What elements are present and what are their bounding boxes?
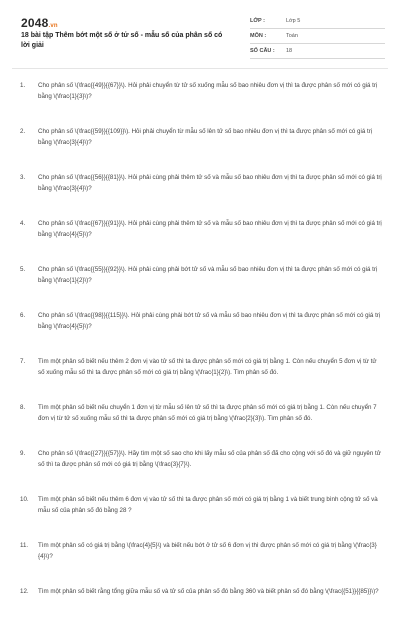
question-number: 10.	[20, 496, 29, 503]
page-header	[0, 0, 400, 68]
meta-table	[250, 14, 385, 59]
header-divider	[12, 68, 388, 69]
meta-value: Lớp 5	[286, 18, 301, 24]
question-item	[20, 80, 382, 102]
question-text: Cho phân số \(\frac{{55}}{{92}}\). Hỏi phải cùng phải bớt tử số và mẫu số bao nhiêu đơn vị thì ta được phân số mới có giá trị bằng \(\frac{1}{2}\)?	[38, 266, 378, 284]
meta-label: SỐ CÂU :	[250, 48, 275, 54]
question-item	[20, 448, 382, 470]
question-text: Tìm một phân số biết nếu thêm 2 đơn vị vào tử số thì ta được phân số mới có giá trị bằng 1. Còn nếu chuyển 5 đơn vị từ tử số xuống mẫu số thì ta được phân số mới có giá trị bằng \(\frac{1}{2}\). Tìm phân số đó.	[38, 358, 377, 376]
meta-label: LỚP :	[250, 18, 265, 24]
question-item	[20, 172, 382, 194]
question-number: 8.	[20, 404, 26, 411]
question-number: 11.	[20, 542, 29, 549]
meta-row-subject	[250, 29, 385, 44]
logo-suffix: .vn	[48, 23, 58, 29]
meta-row-class	[250, 14, 385, 29]
question-item	[20, 126, 382, 148]
question-text: Tìm một phân số biết rằng tổng giữa mẫu số và tử số của phân số đó bằng 360 và biết phân số đó bằng \(\frac{{51}}{{85}}\)?	[38, 588, 379, 595]
question-item	[20, 402, 382, 424]
question-number: 4.	[20, 220, 26, 227]
question-text: Cho phân số \(\frac{{59}}{{109}}\). Hỏi phải chuyển từ mẫu số lên tử số bao nhiêu đơn vị thì ta được phân số mới có giá trị bằng \(\frac{3}{4}\)?	[38, 128, 373, 146]
question-list	[20, 80, 382, 621]
question-number: 7.	[20, 358, 26, 365]
meta-row-count	[250, 44, 385, 59]
document-title: 18 bài tập Thêm bớt một số ở tử số - mẫu số của phân số có lời giải	[21, 32, 223, 49]
question-text: Cho phân số \(\frac{{98}}{{115}}\). Hỏi phải cùng phải bớt tử số và mẫu số bao nhiêu đơn vị thì ta được phân số mới có giá trị bằng \(\frac{4}{5}\)?	[38, 312, 381, 330]
question-text: Tìm một phân số biết nếu chuyển 1 đơn vị từ mẫu số lên tử số thì ta được phân số mới có giá trị bằng 1. Còn nếu chuyển 7 đơn vị từ tử số xuống mẫu số thì ta được phân số mới có giá trị bằng \(\frac{2}{3}\). Tìm phân số đó.	[38, 404, 377, 422]
question-item	[20, 540, 382, 562]
question-text: Cho phân số \(\frac{{67}}{{91}}\). Hỏi phải cùng phải thêm tử số và mẫu số bao nhiêu đơn vị thì ta được phân số mới có giá trị bằng \(\frac{4}{5}\)?	[38, 220, 382, 238]
question-item	[20, 310, 382, 332]
question-number: 6.	[20, 312, 26, 319]
question-item	[20, 218, 382, 240]
question-text: Cho phân số \(\frac{{27}}{{57}}\). Hãy tìm một số sao cho khi lấy mẫu số của phân số đã cho cộng với số đó và giữ nguyên tử số thì ta được phân số mới có giá trị bằng \(\frac{3}{7}\).	[38, 450, 381, 468]
question-text: Tìm một phân số có giá trị bằng \(\frac{4}{5}\) và biết nếu bớt ở tử số 6 đơn vị thì được phân số mới có giá trị bằng \(\frac{3}{4}\)?	[38, 542, 377, 560]
question-text: Cho phân số \(\frac{{56}}{{81}}\). Hỏi phải cùng phải thêm tử số và mẫu số bao nhiêu đơn vị thì ta được phân số mới có giá trị bằng \(\frac{3}{4}\)?	[38, 174, 382, 192]
meta-value: Toán	[286, 33, 298, 39]
question-number: 1.	[20, 82, 26, 89]
question-number: 5.	[20, 266, 26, 273]
logo-main: 2048	[21, 16, 49, 30]
meta-label: MÔN :	[250, 33, 267, 39]
question-item	[20, 356, 382, 378]
meta-value: 18	[286, 48, 293, 54]
question-number: 2.	[20, 128, 26, 135]
question-number: 3.	[20, 174, 26, 181]
question-number: 12.	[20, 588, 29, 595]
question-number: 9.	[20, 450, 26, 457]
question-item	[20, 494, 382, 516]
question-item	[20, 586, 382, 597]
question-item	[20, 264, 382, 286]
question-text: Cho phân số \(\frac{{49}}{{67}}\). Hỏi phải chuyển từ tử số xuống mẫu số bao nhiêu đơn vị thì ta được phân số mới có giá trị bằng \(\frac{1}{3}\)?	[38, 82, 378, 100]
question-text: Tìm một phân số biết nếu thêm 6 đơn vị vào tử số thì ta được phân số mới có giá trị bằng 1 và biết trung bình cộng tử số và mẫu số của phân số đó bằng 28 ?	[38, 496, 378, 514]
site-logo[interactable]	[21, 16, 58, 30]
